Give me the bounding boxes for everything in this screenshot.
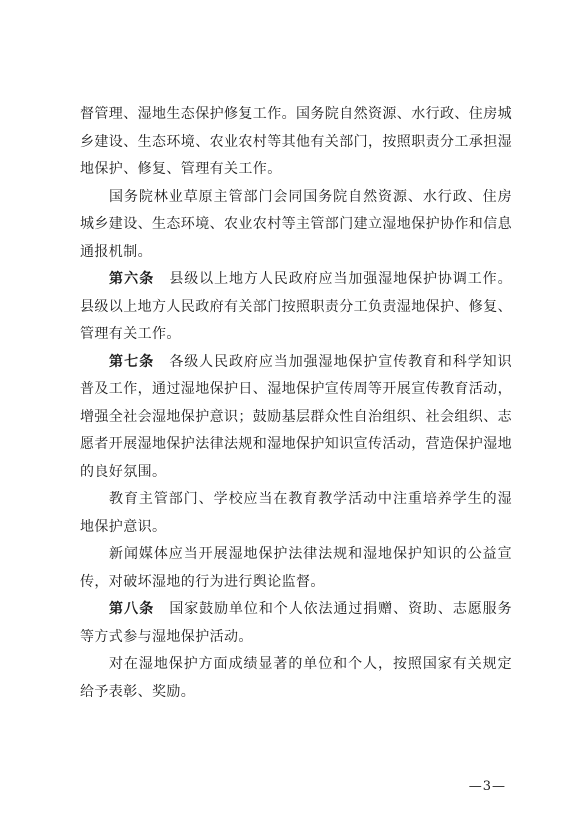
article-paragraph xyxy=(80,349,512,487)
paragraph-text: 各级人民政府应当加强湿地保护宣传教育和科学知识普及工作，通过湿地保护日、湿地保护宣传周等开展宣传教育活动，增强全社会湿地保护意识；鼓励基层群众性自治组织、社会组织、志愿者开展湿地保护法律法规和湿地保护知识宣传活动，营造保护湿地的良好氛围。 xyxy=(80,353,513,480)
page-number: —3— xyxy=(468,779,506,794)
article-heading: 第八条 xyxy=(109,601,155,617)
paragraph-text: 教育主管部门、学校应当在教育教学活动中注重培养学生的湿地保护意识。 xyxy=(80,491,512,535)
paragraph-text: 对在湿地保护方面成绩显著的单位和个人，按照国家有关规定给予表彰、奖励。 xyxy=(80,656,512,700)
paragraph-text: 县级以上地方人民政府应当加强湿地保护协调工作。县级以上地方人民政府有关部门按照职责分工负责湿地保护、修复、管理有关工作。 xyxy=(80,271,513,342)
paragraph xyxy=(80,486,512,541)
article-heading: 第六条 xyxy=(109,271,155,287)
paragraph xyxy=(80,101,512,184)
paragraph-text: 督管理、湿地生态保护修复工作。国务院自然资源、水行政、住房城乡建设、生态环境、农业农村等其他有关部门，按照职责分工承担湿地保护、修复、管理有关工作。 xyxy=(80,106,512,177)
document-body xyxy=(80,101,512,706)
paragraph xyxy=(80,651,512,706)
paragraph-text: 国家鼓励单位和个人依法通过捐赠、资助、志愿服务等方式参与湿地保护活动。 xyxy=(80,601,513,645)
paragraph xyxy=(80,541,512,596)
paragraph xyxy=(80,184,512,267)
article-paragraph xyxy=(80,596,512,651)
paragraph-text: 国务院林业草原主管部门会同国务院自然资源、水行政、住房城乡建设、生态环境、农业农村等主管部门建立湿地保护协作和信息通报机制。 xyxy=(80,188,512,260)
paragraph-text: 新闻媒体应当开展湿地保护法律法规和湿地保护知识的公益宣传，对破坏湿地的行为进行舆论监督。 xyxy=(80,546,512,590)
article-heading: 第七条 xyxy=(109,353,155,370)
article-paragraph xyxy=(80,266,512,349)
